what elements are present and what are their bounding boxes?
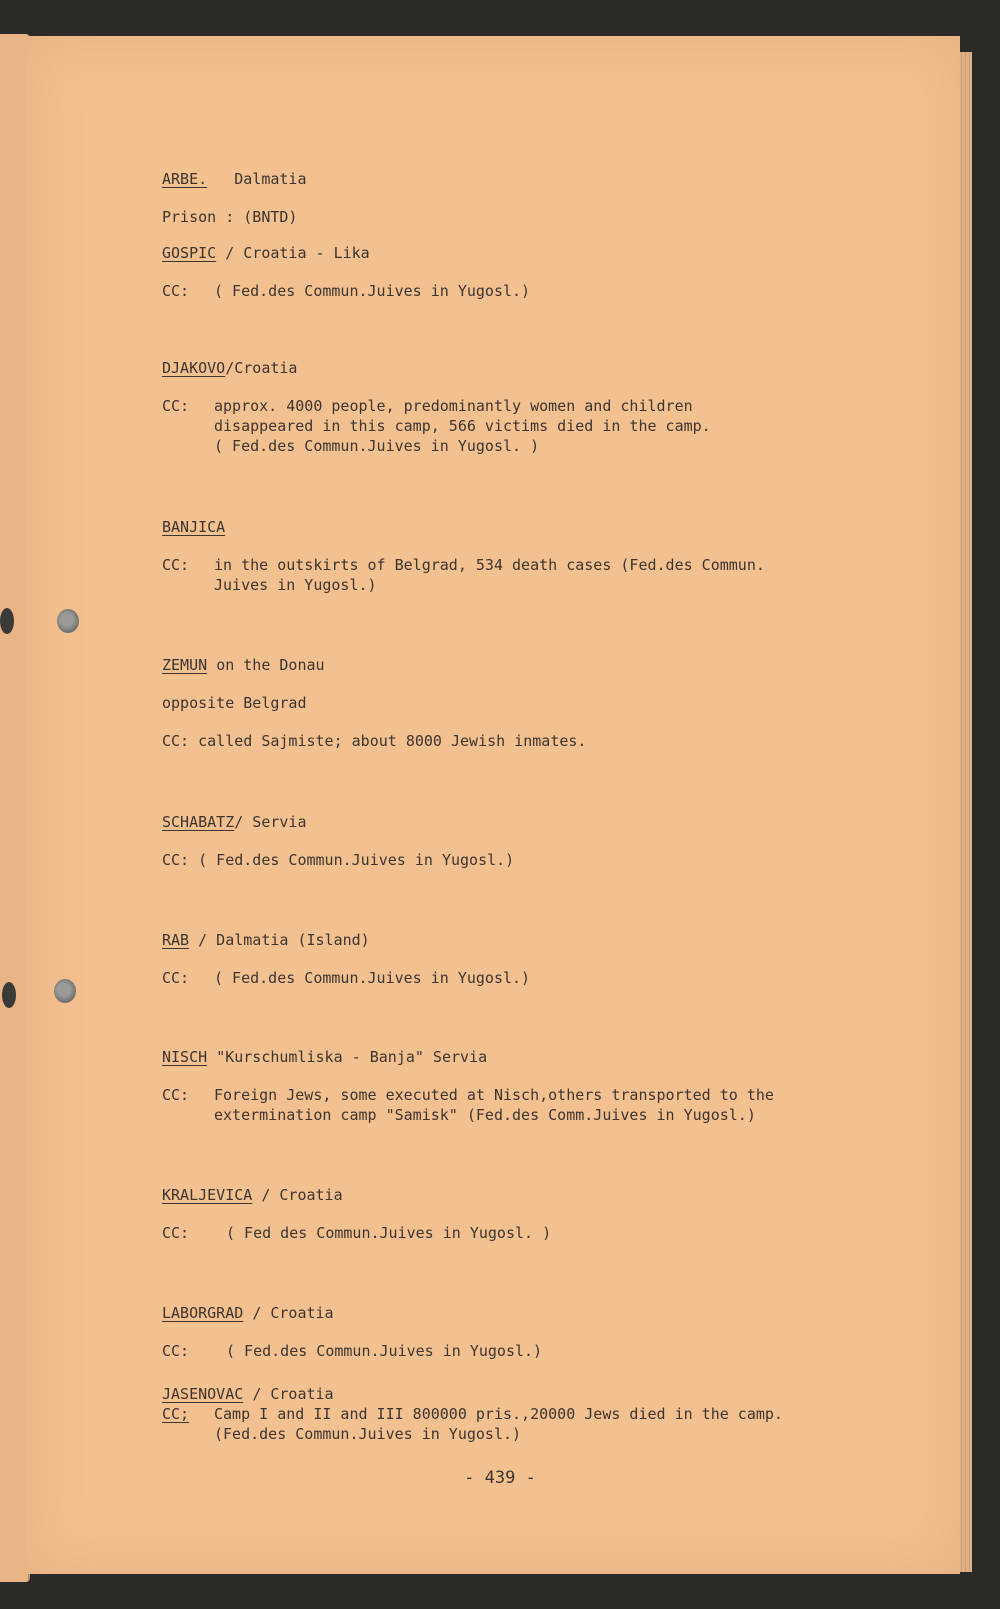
cc-label: CC: bbox=[162, 282, 190, 300]
cc-label: CC: bbox=[162, 1086, 190, 1104]
punch-hole-edge-top bbox=[0, 608, 14, 634]
punch-hole-top bbox=[57, 609, 79, 633]
entry-laborgrad bbox=[162, 1303, 542, 1361]
cc-text: ( Fed.des Commun.Juives in Yugosl.) bbox=[214, 969, 531, 987]
cc-text: approx. 4000 people, predominantly women and children disappeared in this camp, 566 victims died in the camp. ( Fed.des Commun.Juives in Yugosl. ) bbox=[214, 397, 711, 455]
place-region: on the Donau bbox=[216, 656, 325, 674]
punch-hole-edge-bottom bbox=[2, 982, 16, 1008]
place-region: / Servia bbox=[234, 813, 307, 831]
cc-text: Camp I and II and III 800000 pris.,20000 Jews died in the camp. (Fed.des Commun.Juives in Yugosl.) bbox=[214, 1405, 783, 1443]
entry-zemun bbox=[162, 655, 586, 751]
entry-jasenovac bbox=[162, 1384, 783, 1444]
place-name: RAB bbox=[162, 931, 190, 949]
entry-rab bbox=[162, 930, 530, 988]
cc-text: ( Fed des Commun.Juives in Yugosl. ) bbox=[226, 1224, 552, 1242]
cc-text: ( Fed.des Commun.Juives in Yugosl.) bbox=[214, 282, 531, 300]
entry-nisch bbox=[162, 1047, 774, 1125]
entry-note: opposite Belgrad bbox=[162, 694, 307, 712]
entry-djakovo bbox=[162, 358, 711, 456]
entry-gospic bbox=[162, 243, 530, 301]
place-name: JASENOVAC bbox=[162, 1385, 244, 1403]
place-region: / Croatia - Lika bbox=[225, 244, 370, 262]
entry-schabatz bbox=[162, 812, 514, 870]
place-region: /Croatia bbox=[225, 359, 298, 377]
place-region: "Kurschumliska - Banja" Servia bbox=[216, 1048, 488, 1066]
cc-label: CC: bbox=[162, 1224, 190, 1242]
place-name: BANJICA bbox=[162, 518, 226, 536]
place-name: ZEMUN bbox=[162, 656, 208, 674]
cc-text: in the outskirts of Belgrad, 534 death cases (Fed.des Commun. Juives in Yugosl.) bbox=[214, 556, 765, 594]
cc-text: called Sajmiste; about 8000 Jewish inmates. bbox=[198, 732, 587, 750]
place-region: / Croatia bbox=[261, 1186, 343, 1204]
place-name: KRALJEVICA bbox=[162, 1186, 253, 1204]
cc-label: CC: bbox=[162, 397, 190, 415]
entry-note: Prison : (BNTD) bbox=[162, 208, 298, 226]
cc-label: CC: bbox=[162, 732, 190, 750]
cc-label: CC; bbox=[162, 1405, 190, 1423]
place-region: / Croatia bbox=[252, 1385, 334, 1403]
cc-label: CC: bbox=[162, 1342, 190, 1360]
place-name: DJAKOVO bbox=[162, 359, 226, 377]
place-name: SCHABATZ bbox=[162, 813, 235, 831]
cc-label: CC: bbox=[162, 851, 190, 869]
entry-kraljevica bbox=[162, 1185, 551, 1243]
cc-text: Foreign Jews, some executed at Nisch,others transported to the extermination camp "Samisk" (Fed.des Comm.Juives in Yugosl.) bbox=[214, 1086, 774, 1124]
cc-label: CC: bbox=[162, 556, 190, 574]
punch-hole-bottom bbox=[54, 979, 76, 1003]
entry-arbe bbox=[162, 169, 307, 227]
place-name: LABORGRAD bbox=[162, 1304, 244, 1322]
place-name: NISCH bbox=[162, 1048, 208, 1066]
page-number: - 439 - bbox=[464, 1468, 536, 1488]
place-region: / Croatia bbox=[252, 1304, 334, 1322]
place-name: GOSPIC bbox=[162, 244, 217, 262]
cc-text: ( Fed.des Commun.Juives in Yugosl.) bbox=[198, 851, 515, 869]
place-name: ARBE. bbox=[162, 170, 208, 188]
cc-label: CC: bbox=[162, 969, 190, 987]
cc-text: ( Fed.des Commun.Juives in Yugosl.) bbox=[226, 1342, 543, 1360]
place-region: / Dalmatia (Island) bbox=[198, 931, 370, 949]
place-region: Dalmatia bbox=[234, 170, 307, 188]
entry-banjica bbox=[162, 517, 765, 595]
